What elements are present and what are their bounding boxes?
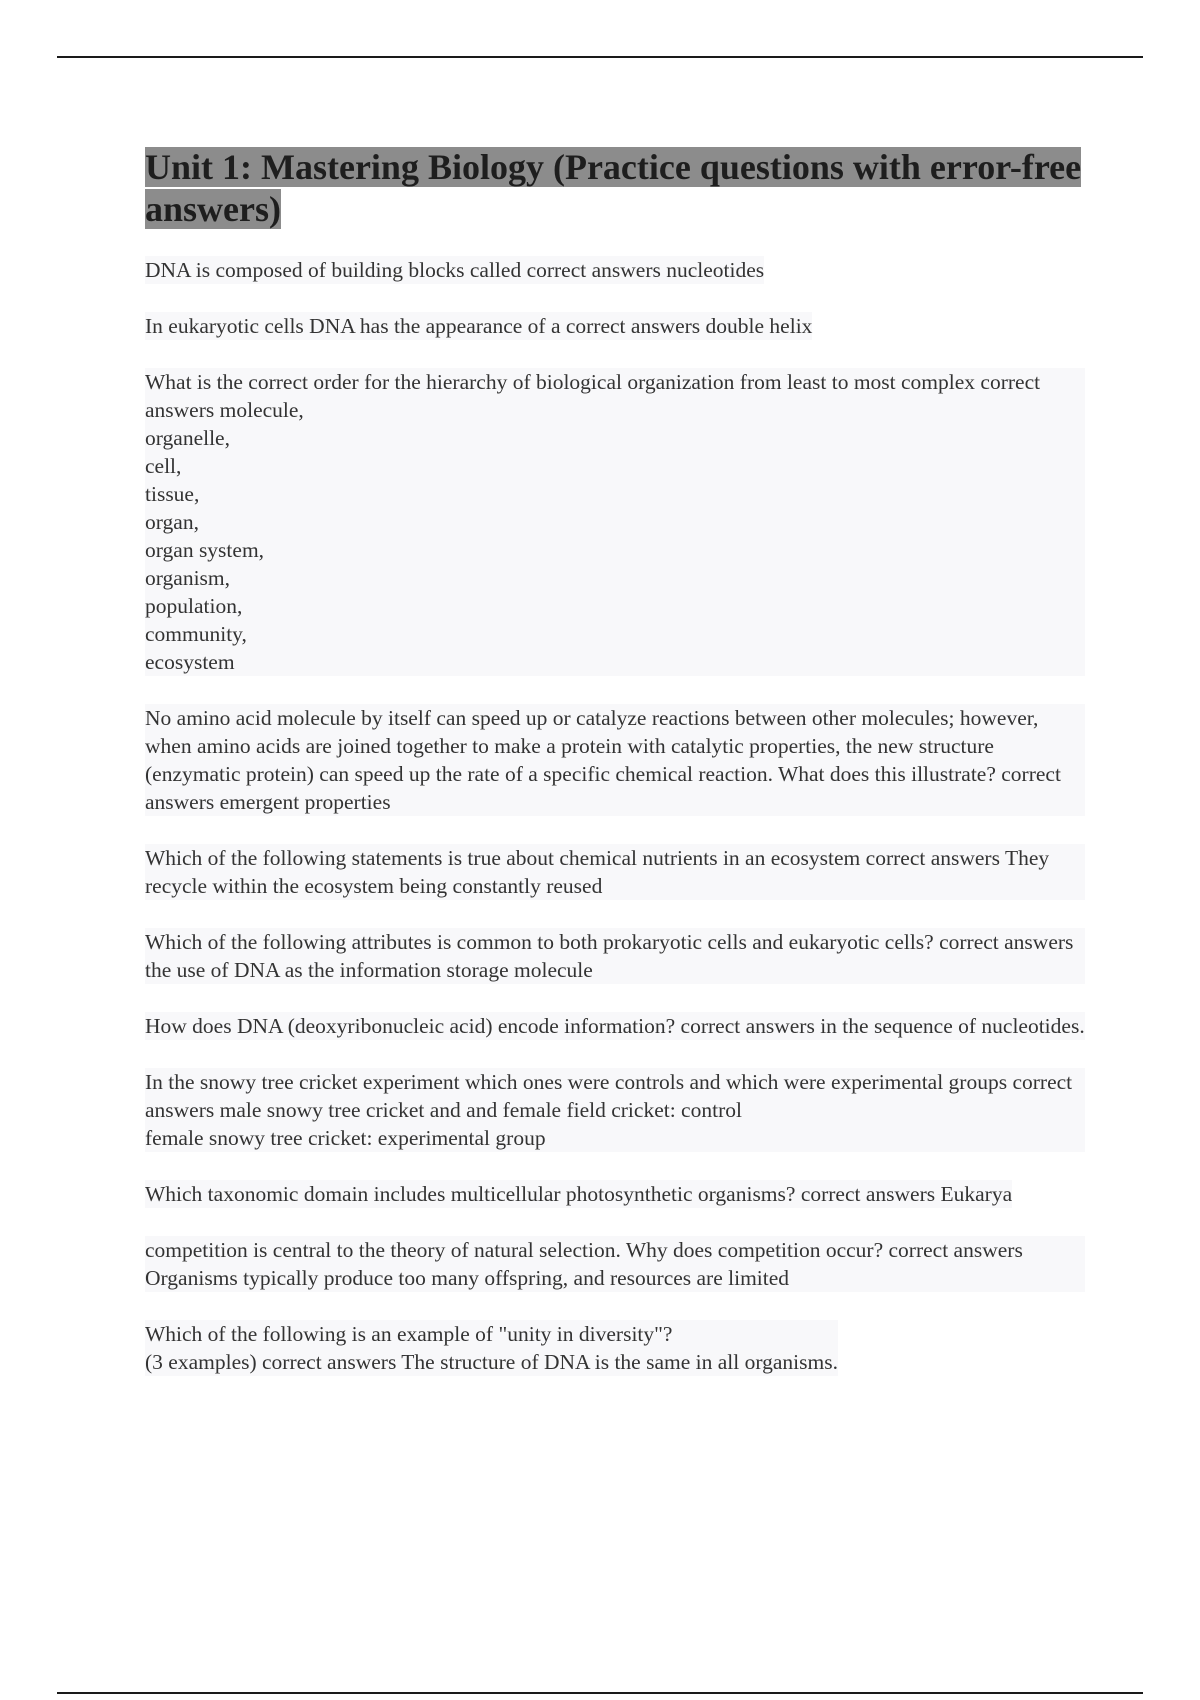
qa-text: Which of the following is an example of "unity in diversity"? bbox=[145, 1322, 673, 1346]
qa-text: How does DNA (deoxyribonucleic acid) encode information? correct answers in the sequence of nucleotides. bbox=[145, 1014, 1085, 1038]
page-title: Unit 1: Mastering Biology (Practice questions with error-free answers) bbox=[145, 147, 1082, 229]
qa-text: No amino acid molecule by itself can speed up or catalyze reactions between other molecules; however, when amino acids are joined together to make a protein with catalytic properties, the new structure (enzymatic protein) can speed up the rate of a specific chemical reaction. What does this illustrate? correct answers emergent properties bbox=[145, 706, 1061, 814]
answer-line: population, bbox=[145, 594, 243, 618]
qa-entry bbox=[145, 844, 1085, 900]
answer-line: community, bbox=[145, 622, 247, 646]
qa-entry bbox=[145, 1068, 1085, 1152]
qa-text: In eukaryotic cells DNA has the appearance of a correct answers double helix bbox=[145, 314, 813, 338]
qa-text: Which of the following statements is true about chemical nutrients in an ecosystem correct answers They recycle within the ecosystem being constantly reused bbox=[145, 846, 1050, 898]
qa-entry bbox=[145, 1236, 1085, 1292]
qa-text: competition is central to the theory of natural selection. Why does competition occur? correct answers Organisms typically produce too many offspring, and resources are limited bbox=[145, 1238, 1023, 1290]
answer-line: organ, bbox=[145, 510, 199, 534]
answer-line: female snowy tree cricket: experimental group bbox=[145, 1126, 546, 1150]
qa-text: What is the correct order for the hierarchy of biological organization from least to most complex correct answers molecule, bbox=[145, 370, 1041, 422]
answer-line: organ system, bbox=[145, 538, 265, 562]
qa-text: In the snowy tree cricket experiment which ones were controls and which were experimental groups correct answers male snowy tree cricket and and female field cricket: control bbox=[145, 1070, 1073, 1122]
qa-entry bbox=[145, 312, 812, 340]
qa-text: Which taxonomic domain includes multicellular photosynthetic organisms? correct answers Eukarya bbox=[145, 1182, 1013, 1206]
qa-entry bbox=[145, 1180, 1012, 1208]
answer-line: ecosystem bbox=[145, 650, 235, 674]
answer-line: organelle, bbox=[145, 426, 230, 450]
qa-entry bbox=[145, 256, 764, 284]
qa-text: Which of the following attributes is common to both prokaryotic cells and eukaryotic cells? correct answers the use of DNA as the information storage molecule bbox=[145, 930, 1074, 982]
qa-entry bbox=[145, 1320, 838, 1376]
qa-text: DNA is composed of building blocks called correct answers nucleotides bbox=[145, 258, 765, 282]
qa-entry bbox=[145, 368, 1085, 676]
answer-line: (3 examples) correct answers The structure of DNA is the same in all organisms. bbox=[145, 1350, 838, 1374]
qa-entry bbox=[145, 1012, 1085, 1040]
qa-entry bbox=[145, 704, 1085, 816]
answer-line: organism, bbox=[145, 566, 231, 590]
answer-line: cell, bbox=[145, 454, 182, 478]
answer-line: tissue, bbox=[145, 482, 200, 506]
qa-entry bbox=[145, 928, 1085, 984]
document-body bbox=[145, 146, 1085, 1404]
header-rule bbox=[57, 56, 1143, 58]
footer-rule bbox=[57, 1692, 1143, 1694]
